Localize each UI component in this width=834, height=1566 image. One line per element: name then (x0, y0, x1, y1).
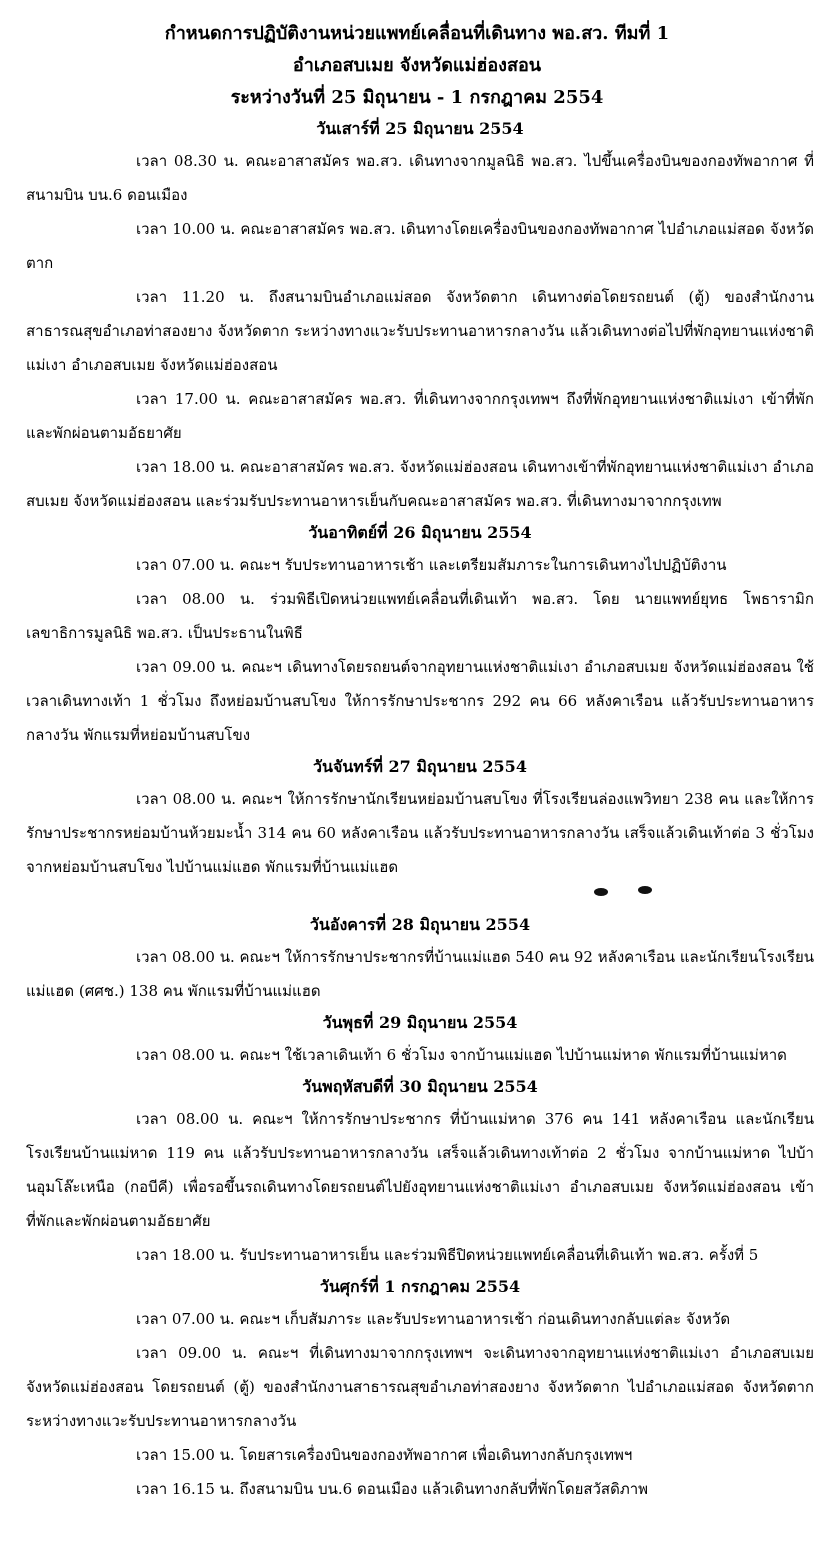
section-gap (26, 884, 814, 910)
schedule-entry: เวลา 09.00 น. คณะฯ เดินทางโดยรถยนต์จากอุทยานแห่งชาติแม่เงา อำเภอสบเมย จังหวัดแม่ฮ่องสอน ใช้เวลาเดินทางเท้า 1 ชั่วโมง ถึงหย่อมบ้านสบโขง ให้การรักษาประชากร 292 คน 66 หลังคาเรือน แล้วรับประทานอาหารกลางวัน พักแรมที่หย่อมบ้านสบโขง (26, 658, 814, 744)
day-heading-sun-26: วันอาทิตย์ที่ 26 มิถุนายน 2554 (308, 523, 532, 542)
day-heading-mon-27: วันจันทร์ที่ 27 มิถุนายน 2554 (313, 757, 527, 776)
ink-marks (590, 884, 660, 898)
ink-dot (638, 886, 652, 894)
schedule-entry: เวลา 08.00 น. คณะฯ ให้การรักษาประชากร ที่บ้านแม่หาด 376 คน 141 หลังคาเรือน และนักเรียนโรงเรียนบ้านแม่หาด 119 คน แล้วรับประทานอาหารกลางวัน เสร็จแล้วเดินทางเท้าต่อ 2 ชั่วโมง จากบ้านแม่หาด ไปบ้านอุมโล๊ะเหนือ (กอบีคี) เพื่อรอขึ้นรถเดินทางโดยรถยนต์ไปยังอุทยานแห่งชาติแม่เงา อำเภอสบเมย จังหวัดแม่ฮ่องสอน เข้าที่พักและพักผ่อนตามอัธยาศัย (26, 1110, 814, 1230)
schedule-body (0, 114, 834, 1506)
schedule-entry: เวลา 07.00 น. คณะฯ เก็บสัมภาระ และรับประทานอาหารเช้า ก่อนเดินทางกลับแต่ละ จังหวัด (136, 1310, 731, 1328)
schedule-entry: เวลา 18.00 น. รับประทานอาหารเย็น และร่วมพิธีปิดหน่วยแพทย์เคลื่อนที่เดินเท้า พอ.สว. ครั้งที่ 5 (136, 1246, 759, 1264)
schedule-entry: เวลา 11.20 น. ถึงสนามบินอำเภอแม่สอด จังหวัดตาก เดินทางต่อโดยรถยนต์ (ตู้) ของสำนักงานสาธารณสุขอำเภอท่าสองยาง จังหวัดตาก ระหว่างทางแวะรับประทานอาหารกลางวัน แล้วเดินทางต่อไปที่พักอุทยานแห่งชาติแม่เงา อำเภอสบเมย จังหวัดแม่ฮ่องสอน (26, 288, 814, 374)
document-location: อำเภอสบเมย จังหวัดแม่ฮ่องสอน (292, 55, 542, 76)
document-date-range: ระหว่างวันที่ 25 มิถุนายน - 1 กรกฎาคม 2554 (230, 87, 604, 108)
day-heading-sat-25: วันเสาร์ที่ 25 มิถุนายน 2554 (316, 119, 524, 138)
schedule-entry: เวลา 08.30 น. คณะอาสาสมัคร พอ.สว. เดินทางจากมูลนิธิ พอ.สว. ไปขึ้นเครื่องบินของกองทัพอากาศ ที่สนามบิน บน.6 ดอนเมือง (26, 152, 814, 204)
day-heading-tue-28: วันอังคารที่ 28 มิถุนายน 2554 (309, 915, 531, 934)
schedule-entry: เวลา 10.00 น. คณะอาสาสมัคร พอ.สว. เดินทางโดยเครื่องบินของกองทัพอากาศ ไปอำเภอแม่สอด จังหวัดตาก (26, 220, 814, 272)
document-header (0, 0, 834, 114)
day-heading-thu-30: วันพฤหัสบดีที่ 30 มิถุนายน 2554 (302, 1077, 538, 1096)
ink-dot (594, 888, 608, 896)
schedule-entry: เวลา 08.00 น. ร่วมพิธีเปิดหน่วยแพทย์เคลื่อนที่เดินเท้า พอ.สว. โดย นายแพทย์ยุทธ โพธารามิก เลขาธิการมูลนิธิ พอ.สว. เป็นประธานในพิธี (26, 590, 814, 642)
schedule-entry: เวลา 08.00 น. คณะฯ ให้การรักษานักเรียนหย่อมบ้านสบโขง ที่โรงเรียนล่องแพวิทยา 238 คน และให้การรักษาประชากรหย่อมบ้านห้วยมะน้ำ 314 คน 60 หลังคาเรือน แล้วรับประทานอาหารกลางวัน เสร็จแล้วเดินเท้าต่อ 3 ชั่วโมง จากหย่อมบ้านสบโขง ไปบ้านแม่แฮด พักแรมที่บ้านแม่แฮด (26, 790, 814, 876)
schedule-entry: เวลา 08.00 น. คณะฯ ใช้เวลาเดินเท้า 6 ชั่วโมง จากบ้านแม่แฮด ไปบ้านแม่หาด พักแรมที่บ้านแม่หาด (136, 1046, 787, 1064)
schedule-entry: เวลา 07.00 น. คณะฯ รับประทานอาหารเช้า และเตรียมสัมภาระในการเดินทางไปปฏิบัติงาน (136, 556, 727, 574)
schedule-entry: เวลา 15.00 น. โดยสารเครื่องบินของกองทัพอากาศ เพื่อเดินทางกลับกรุงเทพฯ (136, 1446, 633, 1464)
day-heading-fri-1: วันศุกร์ที่ 1 กรกฎาคม 2554 (319, 1277, 521, 1296)
schedule-entry: เวลา 09.00 น. คณะฯ ที่เดินทางมาจากกรุงเทพฯ จะเดินทางจากอุทยานแห่งชาติแม่เงา อำเภอสบเมย จังหวัดแม่ฮ่องสอน โดยรถยนต์ (ตู้) ของสำนักงานสาธารณสุขอำเภอท่าสองยาง จังหวัดตาก ไปอำเภอแม่สอด จังหวัดตาก ระหว่างทางแวะรับประทานอาหารกลางวัน (26, 1344, 814, 1430)
document-title: กำหนดการปฏิบัติงานหน่วยแพทย์เคลื่อนที่เดินทาง พอ.สว. ทีมที่ 1 (164, 23, 670, 44)
day-heading-wed-29: วันพุธที่ 29 มิถุนายน 2554 (322, 1013, 518, 1032)
schedule-entry: เวลา 17.00 น. คณะอาสาสมัคร พอ.สว. ที่เดินทางจากกรุงเทพฯ ถึงที่พักอุทยานแห่งชาติแม่เงา เข้าที่พักและพักผ่อนตามอัธยาศัย (26, 390, 814, 442)
schedule-entry: เวลา 08.00 น. คณะฯ ให้การรักษาประชากรที่บ้านแม่แฮด 540 คน 92 หลังคาเรือน และนักเรียนโรงเรียนแม่แฮด (ศศช.) 138 คน พักแรมที่บ้านแม่แฮด (26, 948, 814, 1000)
schedule-entry: เวลา 16.15 น. ถึงสนามบิน บน.6 ดอนเมือง แล้วเดินทางกลับที่พักโดยสวัสดิภาพ (136, 1480, 649, 1498)
schedule-entry: เวลา 18.00 น. คณะอาสาสมัคร พอ.สว. จังหวัดแม่ฮ่องสอน เดินทางเข้าที่พักอุทยานแห่งชาติแม่เงา อำเภอสบเมย จังหวัดแม่ฮ่องสอน และร่วมรับประทานอาหารเย็นกับคณะอาสาสมัคร พอ.สว. ที่เดินทางมาจากกรุงเทพ (26, 458, 814, 510)
